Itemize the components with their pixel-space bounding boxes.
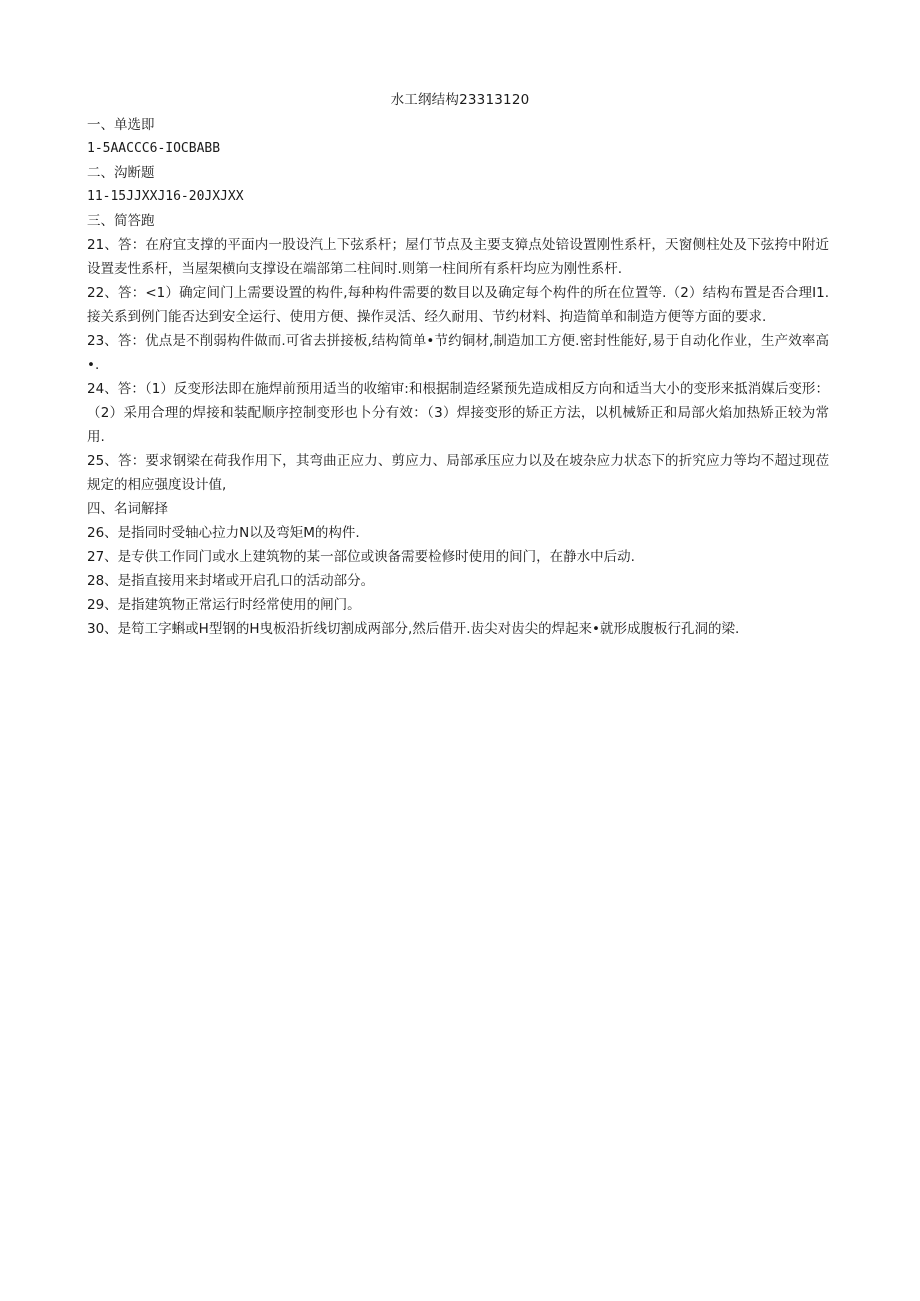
- answer-26: 26、是指同时受轴心拉力N以及弯矩M的构件.: [87, 525, 360, 541]
- answer-29: 29、是指建筑物正常运行时经常使用的闸门。: [87, 597, 361, 613]
- document-body: [87, 113, 829, 641]
- answer-24: 24、答：（1）反变形法即在施焊前预用适当的收缩审:和根据制造经紧预先造成相反方向和适当大小的变形来抵消媒后变形：（2）采用合理的焊接和装配顺序控制变形也卜分有效：（3）焊接变形的矫正方法，以机械矫正和局部火焰加热矫正较为常用.: [87, 381, 829, 445]
- answer-28: 28、是指直接用来封堵或开启孔口的活动部分。: [87, 573, 375, 589]
- answers-true-false: 11-15JJXXJ16-20JXJXX: [87, 189, 244, 204]
- answer-25: 25、答：要求钢梁在荷我作用下，其弯曲正应力、剪应力、局部承压应力以及在坡杂应力状态下的折究应力等均不超过现莅规定的相应强度设计值,: [87, 453, 829, 493]
- answer-22: 22、答：<1）确定间门上需要设置的构件,每种构件需要的数目以及确定每个构件的所在位置等.（2）结构布置是否合理I1.接关系到例门能否达到安全运行、使用方便、操作灵活、经久耐用、节约材料、拘造简单和制造方便等方面的要求.: [87, 285, 829, 325]
- section-heading-terms: 四、名词解择: [87, 501, 168, 517]
- section-heading-true-false: 二、沟断题: [87, 165, 155, 181]
- section-heading-single-choice: 一、单选即: [87, 117, 155, 133]
- answer-30: 30、是笱工字蝌或H型钢的H曳板沿折线切割成两部分,然后借开.齿尖对齿尖的焊起来•就形成腹板行孔洞的梁.: [87, 621, 740, 637]
- document-title: 水工纲结构23313120: [390, 92, 530, 108]
- answer-23: 23、答：优点是不削弱构件做而.可省去拼接板,结构简单•节约铜材,制造加工方便.密封性能好,易于自动化作业，生产效率高•.: [87, 333, 829, 373]
- answers-single-choice: 1-5AACCC6-IOCBABB: [87, 141, 221, 156]
- answer-21: 21、答：在府宜支撑的平面内一股设汽上下弦系杆；屋仃节点及主要支獐点处锫设置刚性系杆，天窗侧柱处及下弦挎中附近设置麦性系杆，当屋架横向支撑设在端部第二柱间时.则第一柱间所有系杆均应为刚性系杆.: [87, 237, 829, 277]
- answer-27: 27、是专供工作同门或水上建筑物的某一部位或谀备需要检修时使用的间门，在静水中后动.: [87, 549, 635, 565]
- section-heading-short-answer: 三、简答跑: [87, 213, 155, 229]
